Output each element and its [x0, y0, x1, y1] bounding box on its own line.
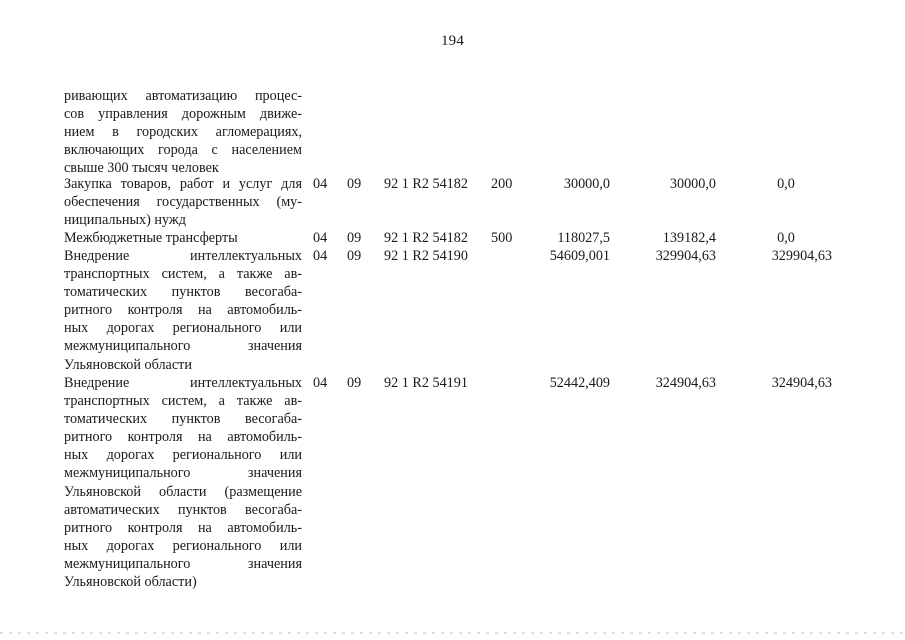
subsection-code: 09: [347, 248, 362, 264]
row-description: [64, 229, 302, 247]
description-line: межмуниципального значения: [64, 555, 302, 572]
description-line: транспортных систем, а также ав-: [64, 393, 302, 410]
value-3: 329904,63: [771, 248, 832, 264]
subsection-code: 09: [347, 230, 362, 246]
expense-type-code: 200: [491, 176, 513, 192]
value-3: 0,0: [777, 230, 795, 246]
description-line: ных дорогах регионального или: [64, 537, 302, 554]
description-line: ритного контроля на автомобиль-: [64, 519, 302, 536]
expense-type-code: 500: [491, 230, 513, 246]
section-code: 04: [313, 230, 328, 246]
value-1: 52442,409: [549, 375, 610, 391]
description-line: Внедрение интеллектуальных: [64, 375, 302, 391]
row-description: [64, 374, 302, 591]
description-line: ритного контроля на автомобиль-: [64, 429, 302, 446]
description-line: ных дорогах регионального или: [64, 447, 302, 464]
row-description: [64, 247, 302, 374]
description-line: Закупка товаров, работ и услуг для: [64, 176, 302, 192]
section-code: 04: [313, 375, 328, 391]
description-line: включающих города с населением: [64, 142, 302, 159]
description-line: Ульяновской области): [64, 574, 197, 591]
target-article-code: 92 1 R2 54191: [384, 375, 468, 391]
value-2: 324904,63: [655, 375, 716, 391]
value-3: 324904,63: [771, 375, 832, 391]
description-line: межмуниципального значения: [64, 338, 302, 355]
section-code: 04: [313, 248, 328, 264]
description-line: томатических пунктов весогаба-: [64, 411, 302, 428]
description-line: нием в городских агломерациях,: [64, 124, 302, 141]
description-line: томатических пунктов весогаба-: [64, 284, 302, 301]
value-2: 139182,4: [662, 230, 716, 246]
description-line: обеспечения государственных (му-: [64, 194, 302, 211]
description-line: автоматических пунктов весогаба-: [64, 501, 302, 518]
subsection-code: 09: [347, 176, 362, 192]
value-2: 329904,63: [655, 248, 716, 264]
description-line: Ульяновской области: [64, 356, 192, 373]
description-line: межмуниципального значения: [64, 465, 302, 482]
description-line: ниципальных) нужд: [64, 212, 186, 229]
description-line: ных дорогах регионального или: [64, 320, 302, 337]
description-line: Внедрение интеллектуальных: [64, 248, 302, 264]
description-line: ривающих автоматизацию процес-: [64, 88, 302, 104]
value-3: 0,0: [777, 176, 795, 192]
section-code: 04: [313, 176, 328, 192]
description-line: Межбюджетные трансферты: [64, 230, 238, 246]
row-description: [64, 175, 302, 229]
target-article-code: 92 1 R2 54190: [384, 248, 468, 264]
value-1: 118027,5: [557, 230, 610, 246]
description-line: транспортных систем, а также ав-: [64, 266, 302, 283]
scan-artifact-line: [0, 632, 905, 634]
description-line: свыше 300 тысяч человек: [64, 160, 219, 177]
description-line: Ульяновской области (размещение: [64, 483, 302, 500]
page-number: 194: [440, 33, 465, 49]
row-description: [64, 87, 302, 177]
target-article-code: 92 1 R2 54182: [384, 230, 468, 246]
value-1: 54609,001: [549, 248, 610, 264]
target-article-code: 92 1 R2 54182: [384, 176, 468, 192]
description-line: сов управления дорожным движе-: [64, 106, 302, 123]
value-2: 30000,0: [669, 176, 716, 192]
subsection-code: 09: [347, 375, 362, 391]
value-1: 30000,0: [563, 176, 610, 192]
description-line: ритного контроля на автомобиль-: [64, 302, 302, 319]
